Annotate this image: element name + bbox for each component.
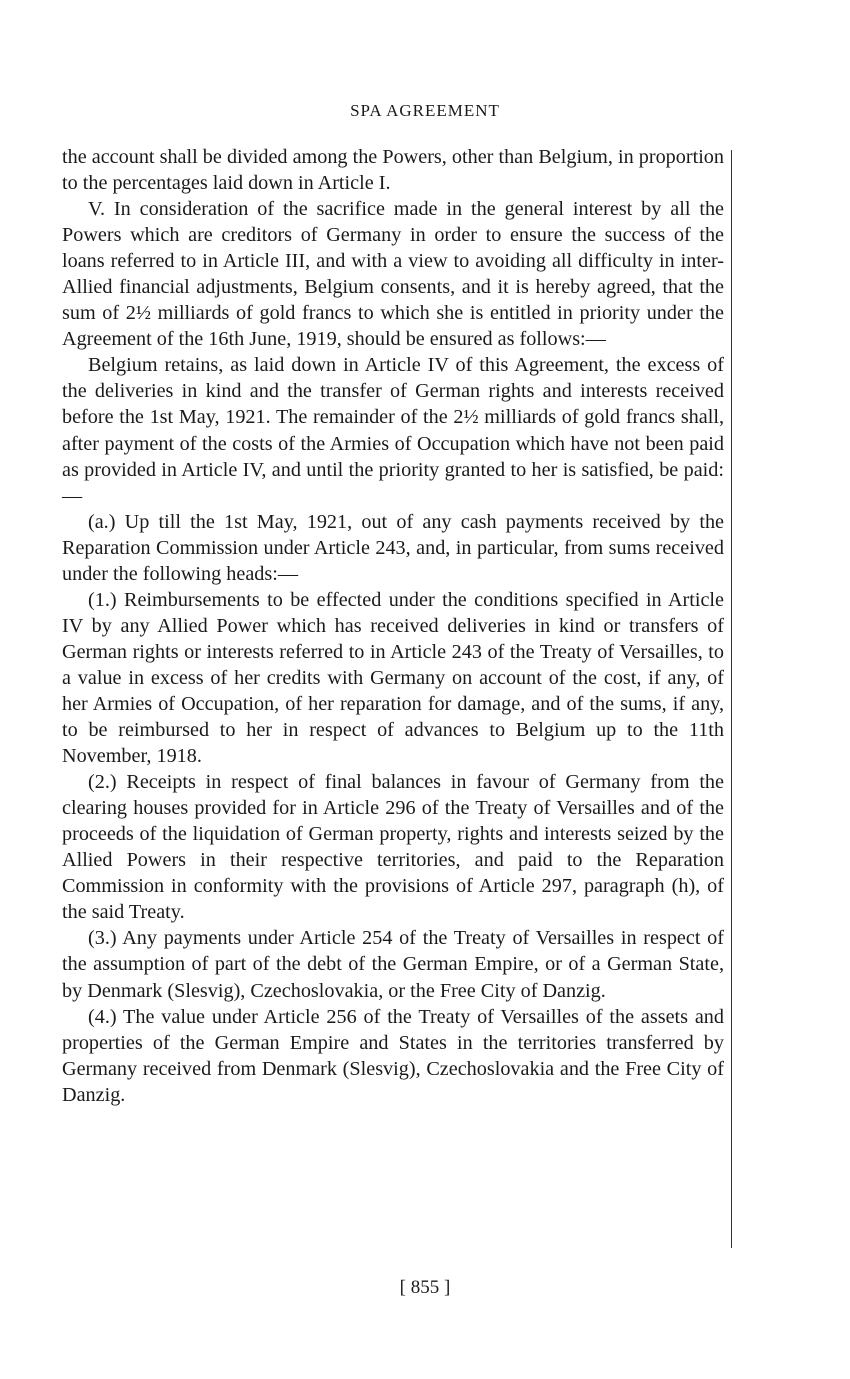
paragraph-continuation: the account shall be divided among the Powers, other than Belgium, in proportion to the percentages laid down in Article I. <box>62 146 724 195</box>
body-text <box>62 144 724 1108</box>
paragraph-clause-1: (1.) Reimbursements to be effected under the conditions specified in Article IV by any Allied Power which has received deliveries in kind or transfers of German rights or interests referred to in Article 243 of the Treaty of Versailles, to a value in excess of her credits with Germany on account of the cost, if any, of her Armies of Occupation, of her reparation for damage, and of the sums, if any, to be reimbursed to her in respect of advances to Belgium up to the 11th November, 1918. <box>62 588 724 768</box>
margin-rule <box>731 150 732 1248</box>
paragraph-clause-a: (a.) Up till the 1st May, 1921, out of any cash payments received by the Reparation Commission under Article 243, and, in particular, from sums received under the following heads:— <box>62 510 724 585</box>
paragraph-clause-3: (3.) Any payments under Article 254 of the Treaty of Versailles in respect of the assumption of part of the debt of the German Empire, or of a German State, by Denmark (Slesvig), Czechoslovakia, or the Free City of Danzig. <box>62 927 724 1002</box>
paragraph-belgium-retains: Belgium retains, as laid down in Article IV of this Agreement, the excess of the deliveries in kind and the transfer of German rights and interests received before the 1st May, 1921. The remainder of the 2½ milliards of gold francs shall, after payment of the costs of the Armies of Occupation which have not been paid as provided in Article IV, and until the priority granted to her is satisfied, be paid:— <box>62 354 724 507</box>
running-title: SPA AGREEMENT <box>350 101 500 120</box>
paragraph-clause-4: (4.) The value under Article 256 of the Treaty of Versailles of the assets and properties of the German Empire and States in the territories transferred by Germany received from Denmark (Slesvig), Czechoslovakia and the Free City of Danzig. <box>62 1005 724 1106</box>
page-number: [ 855 ] <box>399 1277 451 1298</box>
paragraph-article-v: V. In consideration of the sacrifice made in the general interest by all the Powers which are creditors of Germany in order to ensure the success of the loans referred to in Article III, and with a view to avoiding all difficulty in inter-Allied financial adjustments, Belgium consents, and it is hereby agreed, that the sum of 2½ milliards of gold francs to which she is entitled in priority under the Agreement of the 16th June, 1919, should be ensured as follows:— <box>62 198 724 351</box>
paragraph-clause-2: (2.) Receipts in respect of final balances in favour of Germany from the clearing houses provided for in Article 296 of the Treaty of Versailles and of the proceeds of the liquidation of German property, rights and interests seized by the Allied Powers in their respective territories, and paid to the Reparation Commission in conformity with the provisions of Article 297, paragraph (h), of the said Treaty. <box>62 771 724 924</box>
